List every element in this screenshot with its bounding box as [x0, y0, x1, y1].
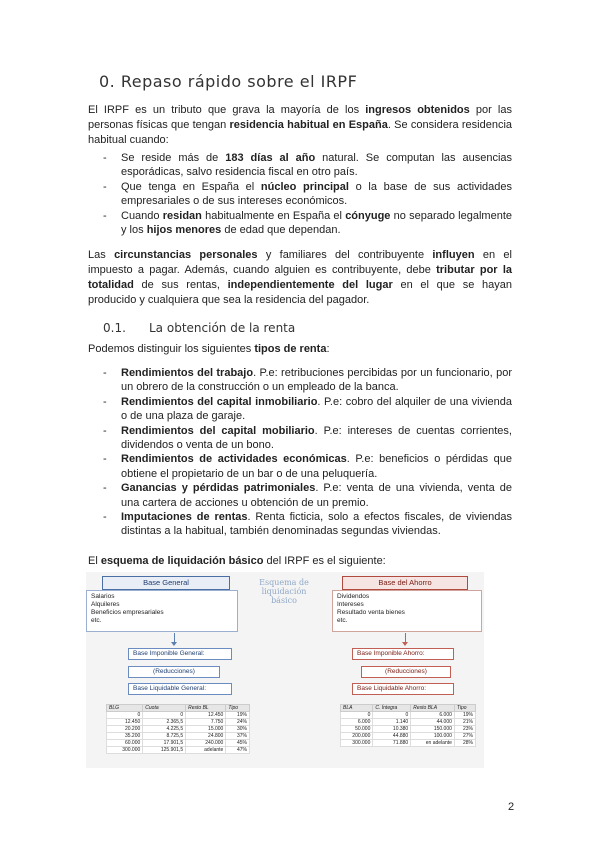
table-cell: 0 — [143, 712, 186, 719]
base-general-items — [86, 590, 238, 632]
table-cell: 20.200 — [107, 726, 143, 733]
table-cell: 6.000 — [411, 712, 455, 719]
table-cell: 4.225,5 — [143, 726, 186, 733]
list-item: - Rendimientos del capital mobiliario. P.e: intereses de cuentas corrientes, dividendos o venta de un bono. — [103, 424, 512, 453]
table-cell: 27% — [454, 733, 475, 740]
table-cell: 45% — [226, 740, 250, 747]
table-cell: 44.880 — [373, 733, 411, 740]
base-ahorro-items — [332, 590, 482, 632]
types-intro-paragraph: Podemos distinguir los siguientes tipos de renta: — [88, 343, 330, 355]
list-item: Intereses — [337, 601, 364, 608]
table-cell: 24.800 — [186, 733, 226, 740]
table-cell: 8.725,5 — [143, 733, 186, 740]
list-item: - Rendimientos del trabajo. P.e: retribuciones percibidas por un funcionario, por un obrero de la construcción o un empleado de la banca. — [103, 366, 512, 395]
list-item: - Se reside más de 183 días al año natural. Se computan las ausencias esporádicas, salvo residencia fiscal en otro país. — [103, 151, 512, 180]
table-cell: 0 — [107, 712, 143, 719]
column-header: BLG — [107, 705, 143, 712]
table-cell: 37% — [226, 733, 250, 740]
table-row — [107, 740, 250, 747]
schema-center-title: Esquema de liquidación básico — [259, 578, 309, 605]
table-cell: 19% — [226, 712, 250, 719]
table-cell: 150.000 — [411, 726, 455, 733]
general-tax-table — [106, 704, 250, 754]
list-item: Beneficios empresariales — [91, 609, 164, 616]
column-header: C. Íntegra — [373, 705, 411, 712]
table-cell: 200.000 — [341, 733, 373, 740]
intro-paragraph: El IRPF es un tributo que grava la mayoría de los ingresos obtenidos por las personas físicas que tengan residencia habitual en España. Se considera residencia habitual cuando: — [88, 104, 513, 146]
list-item: etc. — [91, 617, 102, 624]
table-cell: 44.000 — [411, 719, 455, 726]
table-row — [107, 719, 250, 726]
residence-list — [103, 151, 512, 237]
table-cell: 0 — [373, 712, 411, 719]
table-cell: 100.000 — [411, 733, 455, 740]
list-item: Alquileres — [91, 601, 120, 608]
list-item: - Rendimientos del capital inmobiliario. P.e: cobro del alquiler de una vivienda o de una plaza de garaje. — [103, 395, 512, 424]
table-cell: 17.901,5 — [143, 740, 186, 747]
base-ahorro-header: Base del Ahorro — [342, 576, 468, 590]
ahorro-tax-table — [340, 704, 476, 747]
list-item: etc. — [337, 617, 348, 624]
table-cell: 15.000 — [186, 726, 226, 733]
circumstances-paragraph: Las circunstancias personales y familiares del contribuyente influyen en el impuesto a pagar. Además, cuando alguien es contribuyente, debe tributar por la totalidad de sus rentas, independientemente del lugar en el que se hayan producido y cualquiera que sea la residencia del pagador. — [88, 249, 512, 306]
list-item: - Cuando residan habitualmente en España el cónyuge no separado legalmente y los hijos menores de edad que dependan. — [103, 209, 512, 238]
table-cell: 125.901,5 — [143, 747, 186, 754]
list-item: Resultado venta bienes — [337, 609, 405, 616]
table-cell: 47% — [226, 747, 250, 754]
list-item: Dividendos — [337, 593, 370, 600]
list-item: - Que tenga en España el núcleo principal o la base de sus actividades empresariales o de sus intereses económicos. — [103, 180, 512, 209]
table-row — [341, 726, 476, 733]
column-header: BLA — [341, 705, 373, 712]
table-cell: 60.000 — [107, 740, 143, 747]
base-imponible-general: Base Imponible General: — [128, 648, 232, 660]
table-cell: 1.140 — [373, 719, 411, 726]
table-cell: 50.000 — [341, 726, 373, 733]
table-cell: adelante — [186, 747, 226, 754]
table-cell: 6.000 — [341, 719, 373, 726]
table-cell: 7.750 — [186, 719, 226, 726]
table-cell: 19% — [454, 712, 475, 719]
table-row — [107, 733, 250, 740]
list-item: - Imputaciones de rentas. Renta ficticia, solo a efectos fiscales, de viviendas distintas a la habitual, también denominadas segundas viviendas. — [103, 510, 512, 539]
table-cell: 23% — [454, 726, 475, 733]
table-cell: en adelante — [411, 740, 455, 747]
table-row — [107, 747, 250, 754]
list-item: - Rendimientos de actividades económicas. P.e: beneficios o pérdidas que obtiene el propietario de un bar o de una peluquería. — [103, 452, 512, 481]
section-heading: 0. Repaso rápido sobre el IRPF — [99, 72, 358, 91]
subsection-heading — [103, 321, 295, 335]
column-header: Tipo — [226, 705, 250, 712]
table-cell: 12.450 — [186, 712, 226, 719]
list-item: Salarios — [91, 593, 115, 600]
reducciones-ahorro: (Reducciones) — [361, 666, 451, 678]
table-cell: 240.000 — [186, 740, 226, 747]
table-row — [341, 740, 476, 747]
column-header: Cuota — [143, 705, 186, 712]
table-cell: 300.000 — [107, 747, 143, 754]
down-arrow-icon — [174, 633, 175, 643]
table-row — [107, 712, 250, 719]
column-header: Resto BLA — [411, 705, 455, 712]
table-cell: 24% — [226, 719, 250, 726]
table-row — [107, 726, 250, 733]
table-row — [341, 719, 476, 726]
base-liquidable-general: Base Liquidable General: — [128, 683, 232, 695]
table-cell: 35.200 — [107, 733, 143, 740]
column-header: Tipo — [454, 705, 475, 712]
table-cell: 21% — [454, 719, 475, 726]
base-liquidable-ahorro: Base Liquidable Ahorro: — [352, 683, 454, 695]
table-cell: 0 — [341, 712, 373, 719]
table-cell: 12.450 — [107, 719, 143, 726]
schema-intro-paragraph: El esquema de liquidación básico del IRPF es el siguiente: — [88, 555, 386, 567]
down-arrow-icon — [405, 633, 406, 643]
income-types-list — [103, 366, 512, 539]
column-header: Resto BL — [186, 705, 226, 712]
table-row — [341, 733, 476, 740]
table-cell: 28% — [454, 740, 475, 747]
base-imponible-ahorro: Base Imponible Ahorro: — [352, 648, 454, 660]
list-item: - Ganancias y pérdidas patrimoniales. P.e: venta de una vivienda, venta de una cartera de acciones u obtención de un premio. — [103, 481, 512, 510]
table-cell: 300.000 — [341, 740, 373, 747]
table-cell: 30% — [226, 726, 250, 733]
table-cell: 2.365,5 — [143, 719, 186, 726]
subsection-title: La obtención de la renta — [149, 321, 296, 335]
liquidation-schema-figure — [86, 572, 484, 768]
reducciones-general: (Reducciones) — [128, 666, 220, 678]
table-row — [341, 712, 476, 719]
page-number: 2 — [508, 801, 515, 813]
base-general-header: Base General — [102, 576, 230, 590]
table-cell: 71.880 — [373, 740, 411, 747]
table-cell: 10.380 — [373, 726, 411, 733]
subsection-number: 0.1. — [103, 321, 126, 335]
